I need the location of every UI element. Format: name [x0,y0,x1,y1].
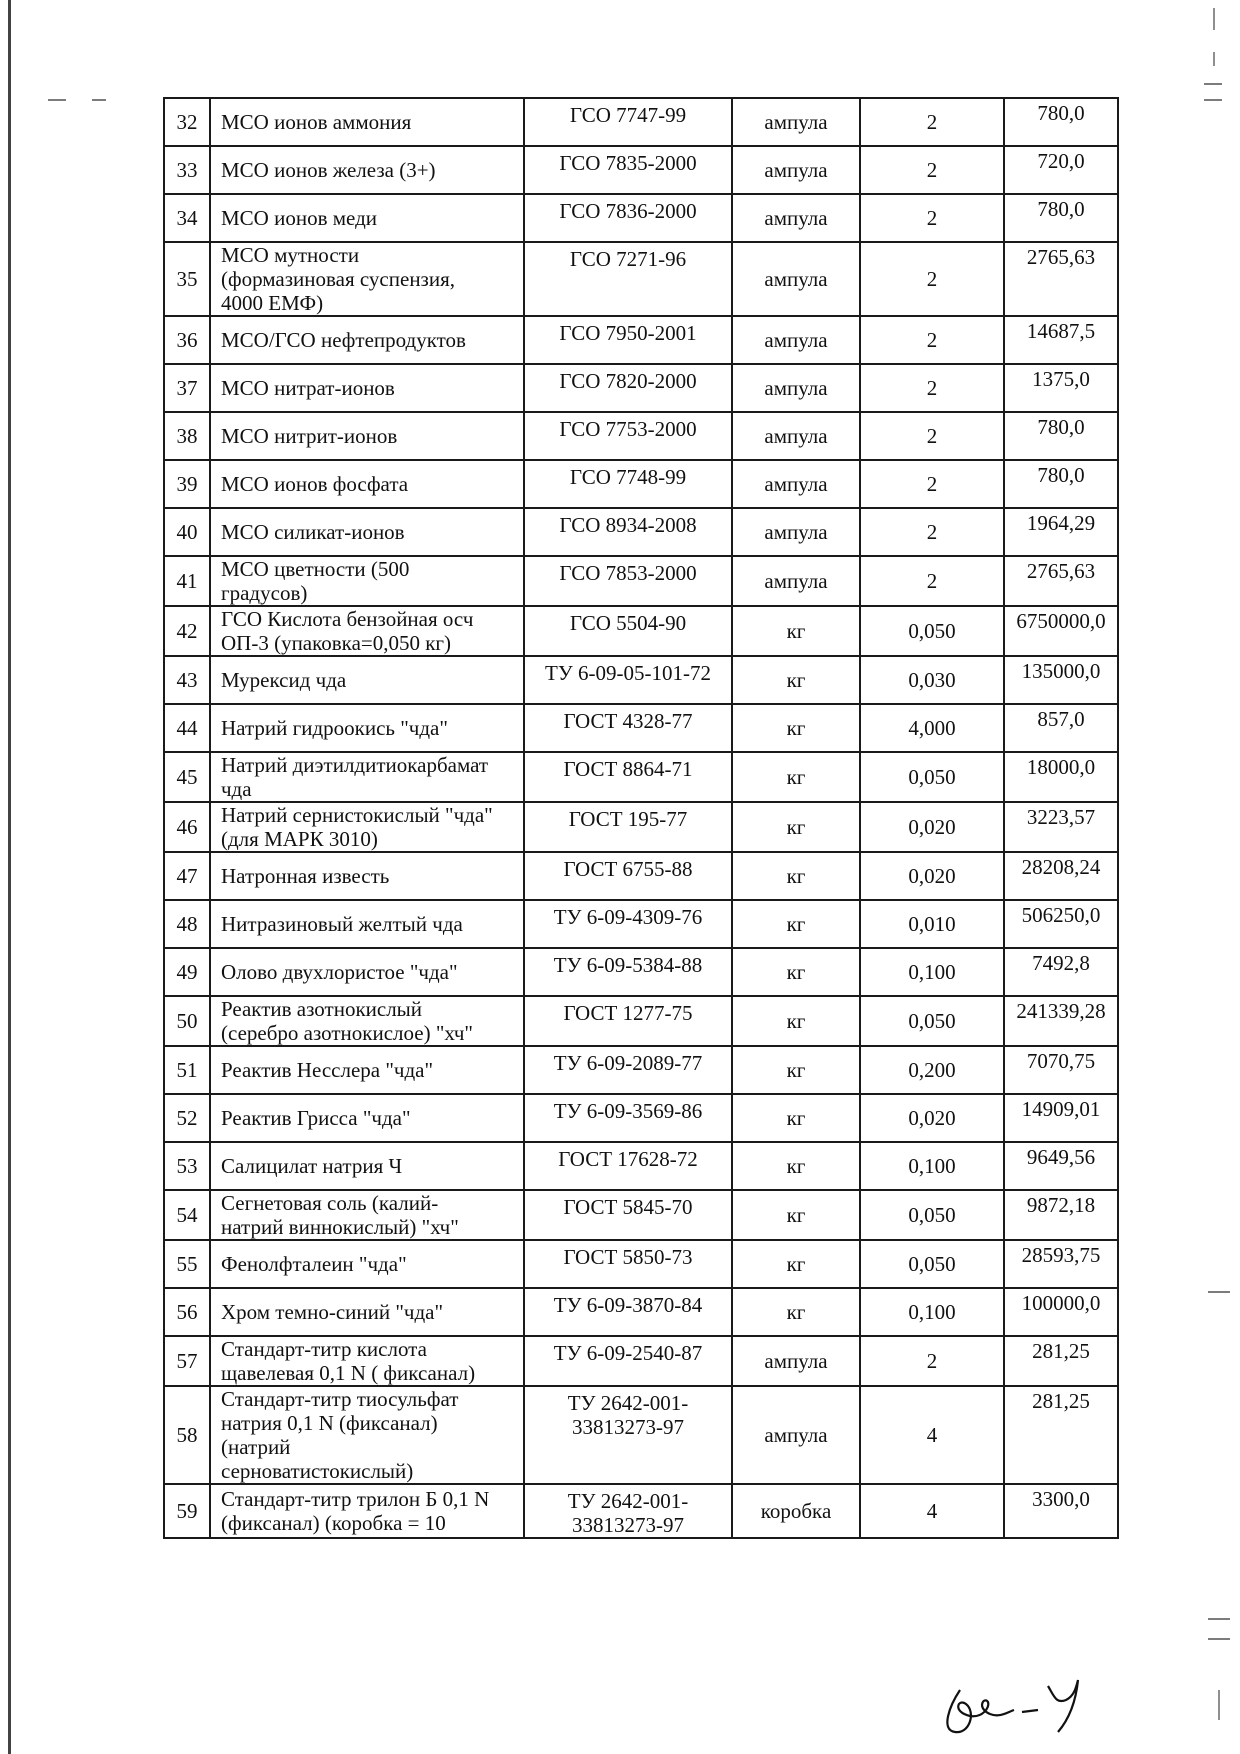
unit: коробка [732,1484,860,1538]
row-number: 35 [164,242,210,316]
handwritten-signature [930,1660,1100,1740]
reagent-name: Мурексид чда [210,656,524,704]
reagent-name: Реактив азотнокислый (серебро азотнокислое) "хч" [210,996,524,1046]
scan-mark [1208,1291,1230,1293]
unit: ампула [732,194,860,242]
standard-code: ГСО 7748-99 [524,460,732,508]
quantity: 2 [860,460,1004,508]
table-row [164,508,1118,556]
standard-code: ГСО 7820-2000 [524,364,732,412]
table-row [164,704,1118,752]
quantity: 0,050 [860,1190,1004,1240]
standard-code: ГОСТ 5850-73 [524,1240,732,1288]
quantity: 0,020 [860,1094,1004,1142]
row-number: 55 [164,1240,210,1288]
standard-code: ГСО 7271-96 [524,242,732,316]
standard-code: ГСО 7950-2001 [524,316,732,364]
price: 2765,63 [1004,556,1118,606]
quantity: 0,100 [860,1142,1004,1190]
row-number: 43 [164,656,210,704]
reagent-name: Натронная известь [210,852,524,900]
quantity: 0,100 [860,948,1004,996]
row-number: 39 [164,460,210,508]
price: 1964,29 [1004,508,1118,556]
reagent-name: Натрий гидроокись "чда" [210,704,524,752]
price: 14687,5 [1004,316,1118,364]
row-number: 58 [164,1386,210,1484]
scan-mark [1213,52,1215,66]
reagents-table [163,97,1119,1539]
unit: кг [732,1190,860,1240]
table-row [164,460,1118,508]
price: 857,0 [1004,704,1118,752]
unit: ампула [732,316,860,364]
standard-code: ГОСТ 8864-71 [524,752,732,802]
table-row [164,1046,1118,1094]
price: 780,0 [1004,98,1118,146]
scan-mark [1208,1618,1230,1620]
standard-code: ТУ 6-09-2540-87 [524,1336,732,1386]
scan-mark [1218,1690,1220,1720]
standard-code: ГОСТ 5845-70 [524,1190,732,1240]
standard-code: ТУ 6-09-2089-77 [524,1046,732,1094]
unit: ампула [732,1386,860,1484]
row-number: 48 [164,900,210,948]
unit: ампула [732,146,860,194]
unit: кг [732,802,860,852]
unit: кг [732,900,860,948]
row-number: 57 [164,1336,210,1386]
reagent-name: Натрий диэтилдитиокарбамат чда [210,752,524,802]
unit: кг [732,996,860,1046]
table-row [164,194,1118,242]
row-number: 49 [164,948,210,996]
reagent-name: Фенолфталеин "чда" [210,1240,524,1288]
price: 28208,24 [1004,852,1118,900]
unit: кг [732,606,860,656]
unit: кг [732,948,860,996]
reagent-name: МСО силикат-ионов [210,508,524,556]
reagent-name: Олово двухлористое "чда" [210,948,524,996]
unit: ампула [732,412,860,460]
table-row [164,656,1118,704]
reagent-name: Сегнетовая соль (калий- натрий виннокислый) "хч" [210,1190,524,1240]
table-row [164,1240,1118,1288]
scan-mark [1213,8,1215,30]
quantity: 0,020 [860,802,1004,852]
quantity: 2 [860,146,1004,194]
reagent-name: Стандарт-титр трилон Б 0,1 N (фиксанал) (коробка = 10 [210,1484,524,1538]
reagent-name: МСО нитрит-ионов [210,412,524,460]
table-row [164,1336,1118,1386]
price: 1375,0 [1004,364,1118,412]
unit: ампула [732,98,860,146]
price: 135000,0 [1004,656,1118,704]
table-row [164,1484,1118,1538]
row-number: 41 [164,556,210,606]
standard-code: ГСО 7753-2000 [524,412,732,460]
reagent-name: Нитразиновый желтый чда [210,900,524,948]
table-row [164,1288,1118,1336]
reagent-name: Стандарт-титр кислота щавелевая 0,1 N ( фиксанал) [210,1336,524,1386]
reagent-name: Хром темно-синий "чда" [210,1288,524,1336]
row-number: 54 [164,1190,210,1240]
reagent-name: МСО ионов меди [210,194,524,242]
scan-mark [92,99,106,101]
reagent-name: МСО нитрат-ионов [210,364,524,412]
table-row [164,412,1118,460]
table-row [164,752,1118,802]
table-row [164,1094,1118,1142]
price: 780,0 [1004,412,1118,460]
unit: кг [732,1240,860,1288]
row-number: 40 [164,508,210,556]
standard-code: ГСО 5504-90 [524,606,732,656]
table-row [164,1386,1118,1484]
quantity: 2 [860,98,1004,146]
price: 281,25 [1004,1386,1118,1484]
price: 9872,18 [1004,1190,1118,1240]
reagent-name: Салицилат натрия Ч [210,1142,524,1190]
quantity: 0,020 [860,852,1004,900]
unit: ампула [732,364,860,412]
scan-mark [48,99,66,101]
row-number: 50 [164,996,210,1046]
quantity: 2 [860,364,1004,412]
reagent-name: Натрий сернистокислый "чда" (для МАРК 3010) [210,802,524,852]
reagent-name: ГСО Кислота бензойная осч ОП-3 (упаковка=0,050 кг) [210,606,524,656]
standard-code: ГОСТ 17628-72 [524,1142,732,1190]
price: 780,0 [1004,460,1118,508]
quantity: 2 [860,508,1004,556]
row-number: 53 [164,1142,210,1190]
price: 9649,56 [1004,1142,1118,1190]
standard-code: ГОСТ 1277-75 [524,996,732,1046]
standard-code: ТУ 6-09-5384-88 [524,948,732,996]
row-number: 51 [164,1046,210,1094]
unit: кг [732,852,860,900]
standard-code: ТУ 6-09-05-101-72 [524,656,732,704]
reagent-name: МСО мутности (формазиновая суспензия, 4000 ЕМФ) [210,242,524,316]
unit: ампула [732,508,860,556]
standard-code: ГОСТ 4328-77 [524,704,732,752]
row-number: 42 [164,606,210,656]
scan-mark [1204,83,1222,85]
reagent-name: Реактив Грисса "чда" [210,1094,524,1142]
row-number: 47 [164,852,210,900]
price: 28593,75 [1004,1240,1118,1288]
quantity: 0,030 [860,656,1004,704]
price: 2765,63 [1004,242,1118,316]
standard-code: ТУ 2642-001- 33813273-97 [524,1484,732,1538]
quantity: 0,050 [860,1240,1004,1288]
standard-code: ГОСТ 195-77 [524,802,732,852]
reagent-name: Реактив Несслера "чда" [210,1046,524,1094]
quantity: 4 [860,1484,1004,1538]
quantity: 0,050 [860,996,1004,1046]
row-number: 38 [164,412,210,460]
reagent-name: МСО ионов железа (3+) [210,146,524,194]
standard-code: ГСО 7747-99 [524,98,732,146]
row-number: 45 [164,752,210,802]
quantity: 4,000 [860,704,1004,752]
scan-page-edge [8,0,11,1754]
table-row [164,556,1118,606]
standard-code: ТУ 6-09-3870-84 [524,1288,732,1336]
table-row [164,98,1118,146]
quantity: 4 [860,1386,1004,1484]
quantity: 0,050 [860,752,1004,802]
table-row [164,316,1118,364]
unit: кг [732,704,860,752]
row-number: 36 [164,316,210,364]
standard-code: ТУ 6-09-3569-86 [524,1094,732,1142]
quantity: 2 [860,556,1004,606]
quantity: 0,050 [860,606,1004,656]
table-row [164,900,1118,948]
table-row [164,852,1118,900]
table-row [164,146,1118,194]
standard-code: ТУ 6-09-4309-76 [524,900,732,948]
quantity: 2 [860,242,1004,316]
row-number: 46 [164,802,210,852]
table-row [164,606,1118,656]
unit: кг [732,752,860,802]
price: 506250,0 [1004,900,1118,948]
price: 241339,28 [1004,996,1118,1046]
row-number: 33 [164,146,210,194]
table-row [164,802,1118,852]
row-number: 56 [164,1288,210,1336]
quantity: 0,100 [860,1288,1004,1336]
unit: ампула [732,1336,860,1386]
row-number: 34 [164,194,210,242]
quantity: 0,200 [860,1046,1004,1094]
price: 780,0 [1004,194,1118,242]
quantity: 2 [860,1336,1004,1386]
price: 14909,01 [1004,1094,1118,1142]
reagent-name: МСО/ГСО нефтепродуктов [210,316,524,364]
unit: кг [732,1288,860,1336]
reagents-table-body [164,98,1118,1538]
table-row [164,242,1118,316]
price: 6750000,0 [1004,606,1118,656]
price: 7070,75 [1004,1046,1118,1094]
quantity: 2 [860,194,1004,242]
reagent-name: Стандарт-титр тиосульфат натрия 0,1 N (фиксанал) (натрий серноватистокислый) [210,1386,524,1484]
reagent-name: МСО ионов фосфата [210,460,524,508]
scan-mark [1208,1638,1230,1640]
table-row [164,1142,1118,1190]
row-number: 59 [164,1484,210,1538]
quantity: 2 [860,412,1004,460]
unit: кг [732,1046,860,1094]
table-row [164,948,1118,996]
standard-code: ГСО 7836-2000 [524,194,732,242]
reagent-name: МСО цветности (500 градусов) [210,556,524,606]
standard-code: ТУ 2642-001- 33813273-97 [524,1386,732,1484]
row-number: 32 [164,98,210,146]
standard-code: ГСО 7835-2000 [524,146,732,194]
quantity: 2 [860,316,1004,364]
unit: ампула [732,242,860,316]
unit: кг [732,1142,860,1190]
quantity: 0,010 [860,900,1004,948]
row-number: 37 [164,364,210,412]
price: 18000,0 [1004,752,1118,802]
unit: ампула [732,556,860,606]
table-row [164,996,1118,1046]
reagent-name: МСО ионов аммония [210,98,524,146]
unit: кг [732,656,860,704]
price: 3223,57 [1004,802,1118,852]
row-number: 52 [164,1094,210,1142]
price: 7492,8 [1004,948,1118,996]
price: 100000,0 [1004,1288,1118,1336]
table-row [164,1190,1118,1240]
standard-code: ГОСТ 6755-88 [524,852,732,900]
unit: кг [732,1094,860,1142]
table-row [164,364,1118,412]
price: 3300,0 [1004,1484,1118,1538]
scan-mark [1204,99,1222,101]
price: 281,25 [1004,1336,1118,1386]
standard-code: ГСО 7853-2000 [524,556,732,606]
price: 720,0 [1004,146,1118,194]
unit: ампула [732,460,860,508]
row-number: 44 [164,704,210,752]
standard-code: ГСО 8934-2008 [524,508,732,556]
